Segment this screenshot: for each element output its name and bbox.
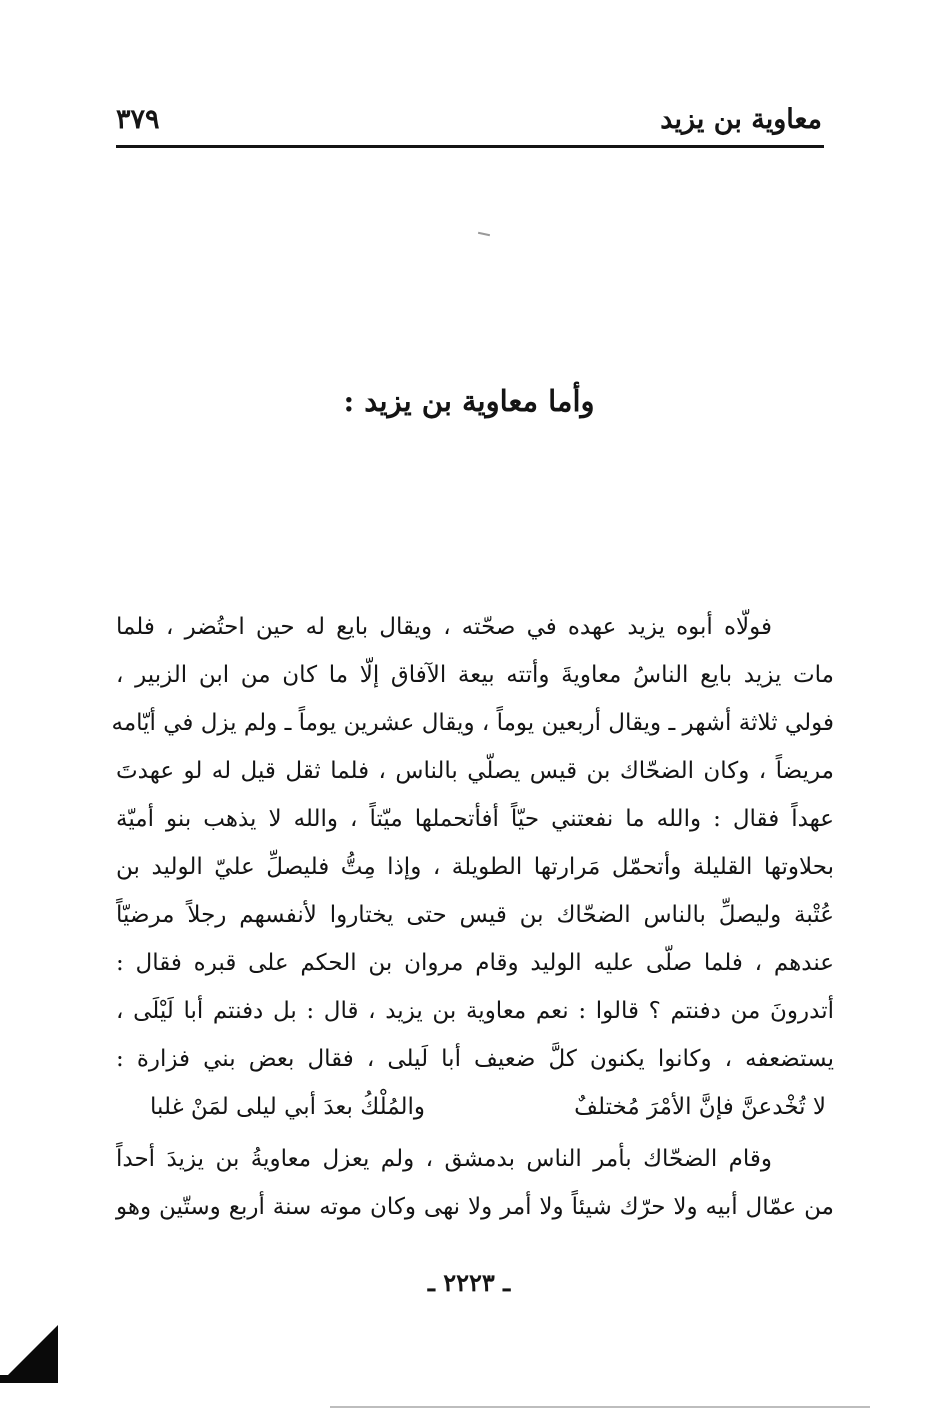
paragraph-line: مات يزيد بايع الناسُ معاويةَ وأتته بيعة الآفاق إلّا ما كان من ابن الزبير ، (116, 662, 834, 688)
running-header (116, 100, 822, 146)
section-heading: وأما معاوية بن يزيد : (343, 384, 595, 418)
paragraph-line: عهداً فقال : والله ما نفعتني حيّاً أفأتحملها ميّتاً ، والله لا يذهب بنو أميّة (116, 806, 834, 832)
paragraph-line: أتدرونَ من دفنتم ؟ قالوا : نعم معاوية بن يزيد ، قال : بل دفنتم أبا لَيْلَى ، (116, 998, 834, 1024)
poetry-verse (150, 1083, 826, 1131)
paragraph-line: من عمّال أبيه ولا حرّك شيئاً ولا أمر ولا نهى وكان موته سنة أربع وستّين وهو (116, 1194, 834, 1220)
paragraph-line: يستضعفه ، وكانوا يكنون كلَّ ضعيف أبا لَيلى ، فقال بعض بني فزارة : (116, 1046, 834, 1072)
scan-bottom-edge (330, 1406, 870, 1408)
paragraph-line: وقام الضحّاك بأمر الناس بدمشق ، ولم يعزل معاويةُ بن يزيدَ أحداً (116, 1146, 772, 1172)
folio-number: ـ ٢٢٢٣ ـ (427, 1268, 511, 1297)
verse-first-hemistich: لا تُخْدعنَّ فإنَّ الأمْرَ مُختلفٌ (574, 1094, 826, 1120)
paragraph-line: عُتْبة وليصلِّ بالناس الضحّاك بن قيس حتى يختاروا لأنفسهم رجلاً مرضيّاً (116, 902, 834, 928)
page-number: ٣٧٩ (116, 104, 160, 135)
scan-speck (478, 232, 490, 236)
running-title: معاوية بن يزيد (660, 104, 822, 135)
paragraph-line: فولّاه أبوه يزيد عهده في صحّته ، ويقال بايع له حين احتُضر ، فلما (116, 614, 772, 640)
paragraph-line: فولي ثلاثة أشهر ـ ويقال أربعين يوماً ، ويقال عشرين يوماً ـ ولم يزل في أيّامه (111, 710, 834, 736)
paragraph-line: مريضاً ، وكان الضحّاك بن قيس يصلّي بالناس ، فلما ثقل قيل له لو عهدتَ (116, 758, 834, 784)
verse-second-hemistich: والمُلْكُ بعدَ أبي ليلى لمَنْ غلبا (150, 1094, 426, 1120)
header-rule (116, 145, 824, 148)
paragraph-line: عندهم ، فلما صلّى عليه الوليد وقام مروان بن الحكم على قبره فقال : (116, 950, 834, 976)
paragraph-line: بحلاوتها القليلة وأتحمّل مَرارتها الطويلة ، وإذا مِتُّ فليصلِّ عليّ الوليد بن (116, 854, 834, 880)
scan-corner-bar (0, 1375, 56, 1383)
